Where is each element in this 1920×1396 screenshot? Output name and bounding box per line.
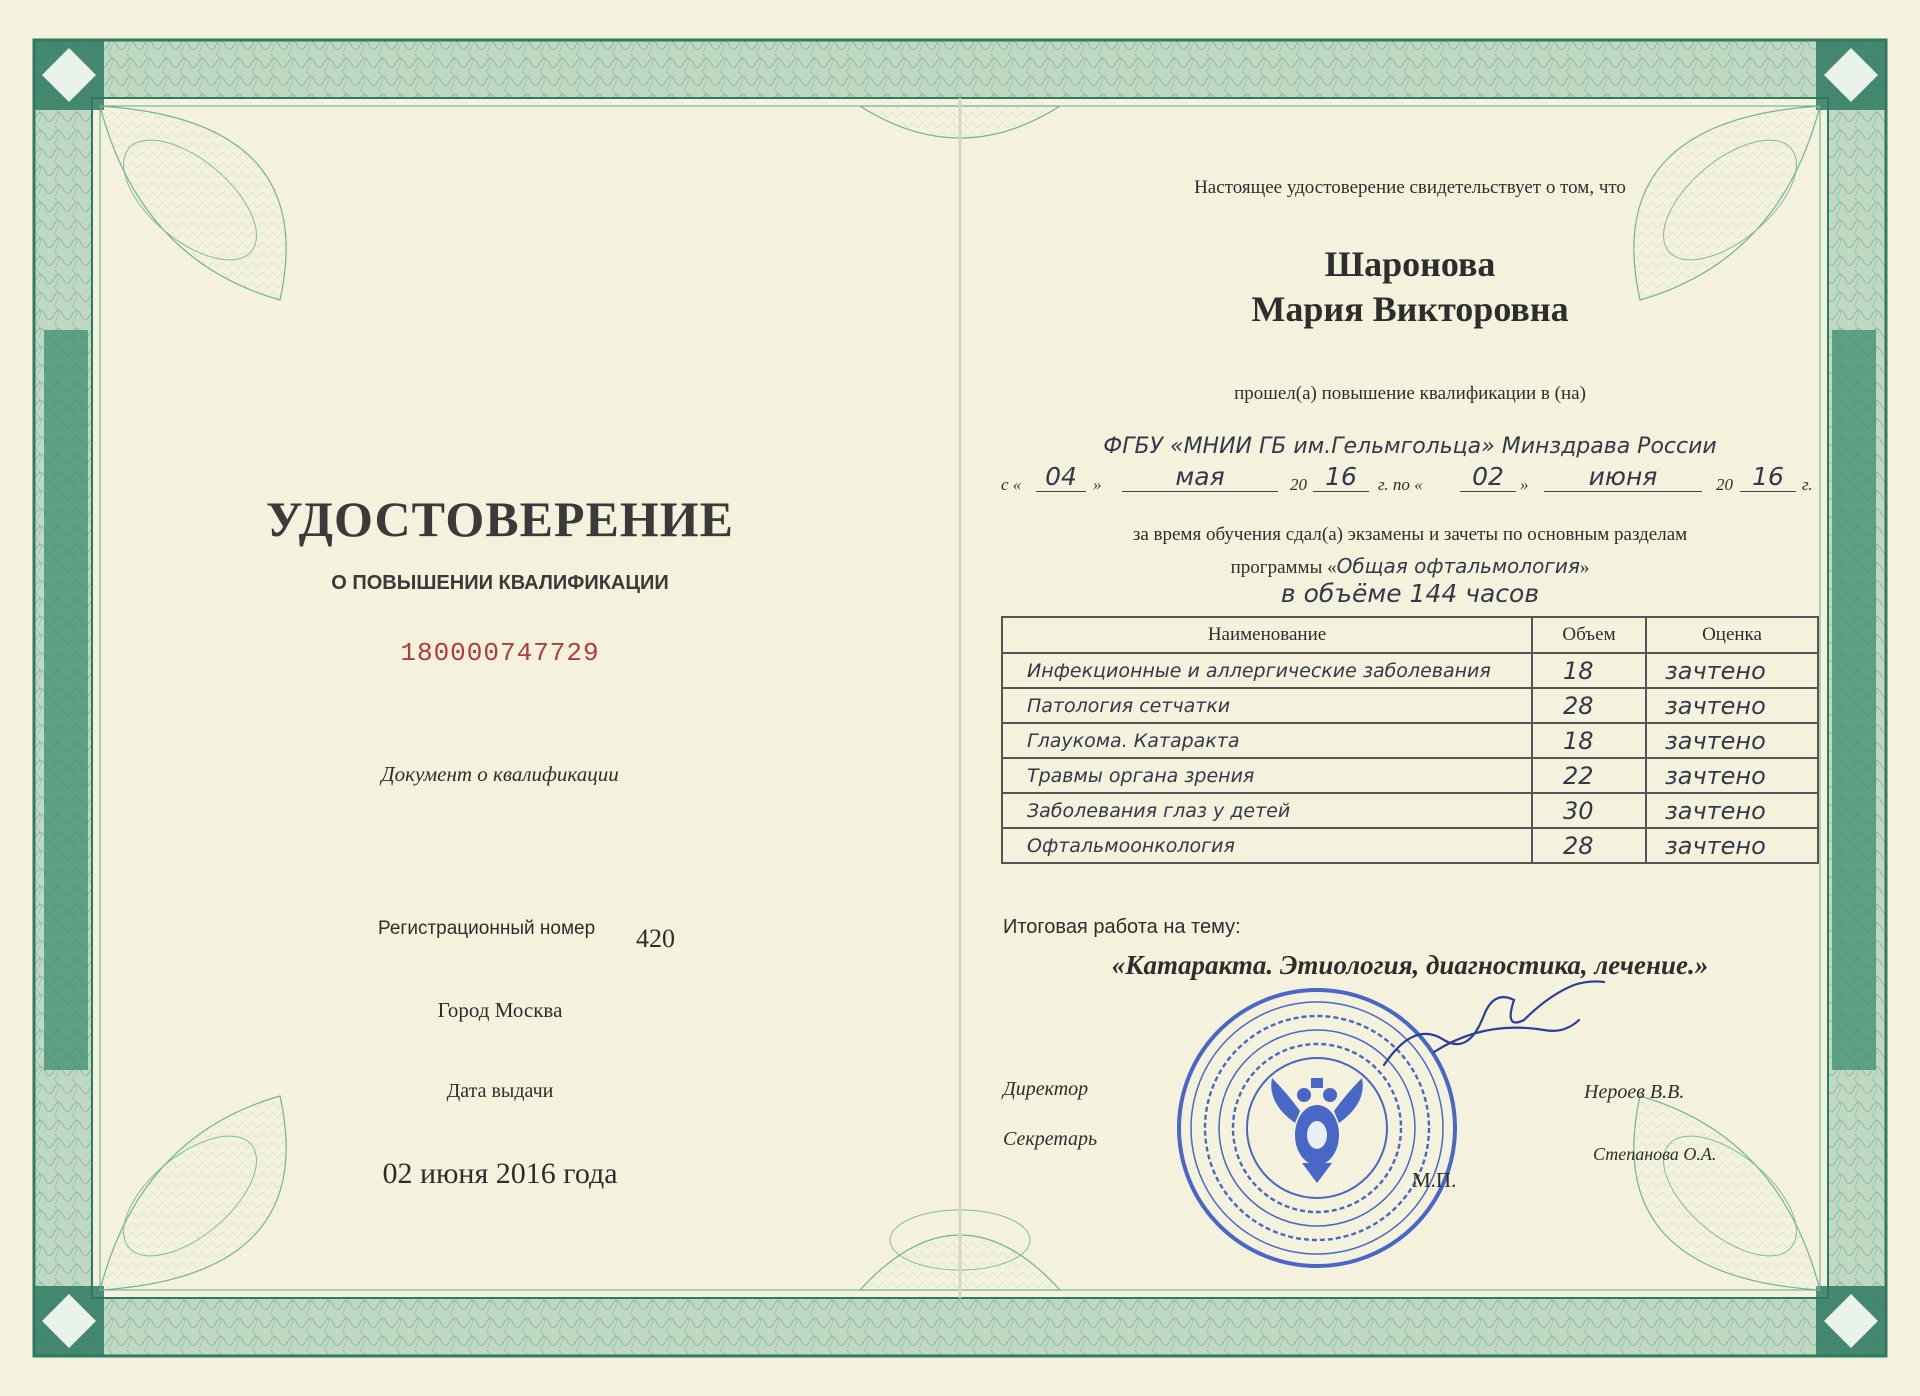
table-header-row <box>1002 617 1818 653</box>
serial-number: 180000747729 <box>400 638 600 668</box>
table-row <box>1002 793 1818 828</box>
period-from-day: 04 <box>1036 462 1086 492</box>
period-to-year: 16 <box>1740 462 1796 492</box>
period-quote-close-1: » <box>1093 475 1102 494</box>
document-subtitle: О ПОВЫШЕНИИ КВАЛИФИКАЦИИ <box>331 572 669 594</box>
subject-hours: 30 <box>1532 793 1646 828</box>
subject-name: Инфекционные и аллергические заболевания <box>1002 653 1532 688</box>
table-row <box>1002 758 1818 793</box>
director-label: Директор <box>1003 1078 1089 1100</box>
period-from-year: 16 <box>1313 462 1369 492</box>
secretary-name: Степанова О.А. <box>1593 1144 1717 1164</box>
director-name: Нероев В.В. <box>1584 1081 1685 1103</box>
subject-hours: 28 <box>1532 688 1646 723</box>
final-work-topic: «Катаракта. Этиология, диагностика, лечение.» <box>1111 950 1709 980</box>
subject-grade: зачтено <box>1646 828 1818 863</box>
final-work-label: Итоговая работа на тему: <box>1003 916 1241 938</box>
column-header-name: Наименование <box>1002 617 1532 653</box>
secretary-label: Секретарь <box>1003 1128 1098 1150</box>
program-prefix: программы « <box>1230 557 1337 578</box>
issue-date-value: 02 июня 2016 года <box>382 1157 618 1190</box>
period-quote-close-2: » <box>1520 475 1529 494</box>
period-to-day: 02 <box>1460 462 1516 492</box>
period-to-prefix: г. по « <box>1378 475 1423 494</box>
registration-number-label: Регистрационный номер <box>378 918 596 939</box>
program-suffix: » <box>1579 557 1590 578</box>
subject-hours: 18 <box>1532 723 1646 758</box>
holder-surname: Шаронова <box>1324 244 1496 284</box>
exams-text: за время обучения сдал(а) экзамены и зачеты по основным разделам <box>1132 524 1688 545</box>
director-signature-icon <box>1374 960 1614 1080</box>
column-header-hours: Объем <box>1532 617 1646 653</box>
program-name: Общая офтальмология <box>1336 554 1580 578</box>
document-title: УДОСТОВЕРЕНИЕ <box>266 491 734 547</box>
subject-grade: зачтено <box>1646 688 1818 723</box>
program-line <box>1000 554 1820 579</box>
subject-grade: зачтено <box>1646 793 1818 828</box>
institution-name: ФГБУ «МНИИ ГБ им.Гельмгольца» Минздрава России <box>1103 434 1717 459</box>
subject-grade: зачтено <box>1646 758 1818 793</box>
subject-name: Офтальмоонкология <box>1002 828 1532 863</box>
document-kind: Документ о квалификации <box>381 762 619 786</box>
period-to-year-prefix: 20 <box>1716 475 1733 494</box>
table-row <box>1002 828 1818 863</box>
subject-name: Заболевания глаз у детей <box>1002 793 1532 828</box>
period-to-month: июня <box>1544 462 1702 492</box>
subject-name: Травмы органа зрения <box>1002 758 1532 793</box>
passed-training-text: прошел(а) повышение квалификации в (на) <box>1234 383 1586 404</box>
holder-given-names: Мария Викторовна <box>1251 289 1569 329</box>
period-from-year-prefix: 20 <box>1290 475 1307 494</box>
subject-hours: 28 <box>1532 828 1646 863</box>
column-header-grade: Оценка <box>1646 617 1818 653</box>
seal-place-label: М.П. <box>1412 1168 1457 1192</box>
city-label: Город Москва <box>437 998 563 1022</box>
issue-date-label: Дата выдачи <box>446 1080 554 1102</box>
period-end-suffix: г. <box>1802 475 1813 494</box>
subject-hours: 18 <box>1532 653 1646 688</box>
period-from-month: мая <box>1122 462 1278 492</box>
subject-grade: зачтено <box>1646 723 1818 758</box>
subject-hours: 22 <box>1532 758 1646 793</box>
table-row <box>1002 723 1818 758</box>
subjects-table <box>1001 616 1819 864</box>
period-from-prefix: с « <box>1001 475 1022 494</box>
subject-name: Патология сетчатки <box>1002 688 1532 723</box>
table-row <box>1002 653 1818 688</box>
subject-grade: зачтено <box>1646 653 1818 688</box>
subject-name: Глаукома. Катаракта <box>1002 723 1532 758</box>
registration-number-value: 420 <box>636 924 675 953</box>
intro-text: Настоящее удостоверение свидетельствует о том, что <box>1194 177 1626 198</box>
course-volume: в объёме 144 часов <box>1280 579 1540 608</box>
table-row <box>1002 688 1818 723</box>
